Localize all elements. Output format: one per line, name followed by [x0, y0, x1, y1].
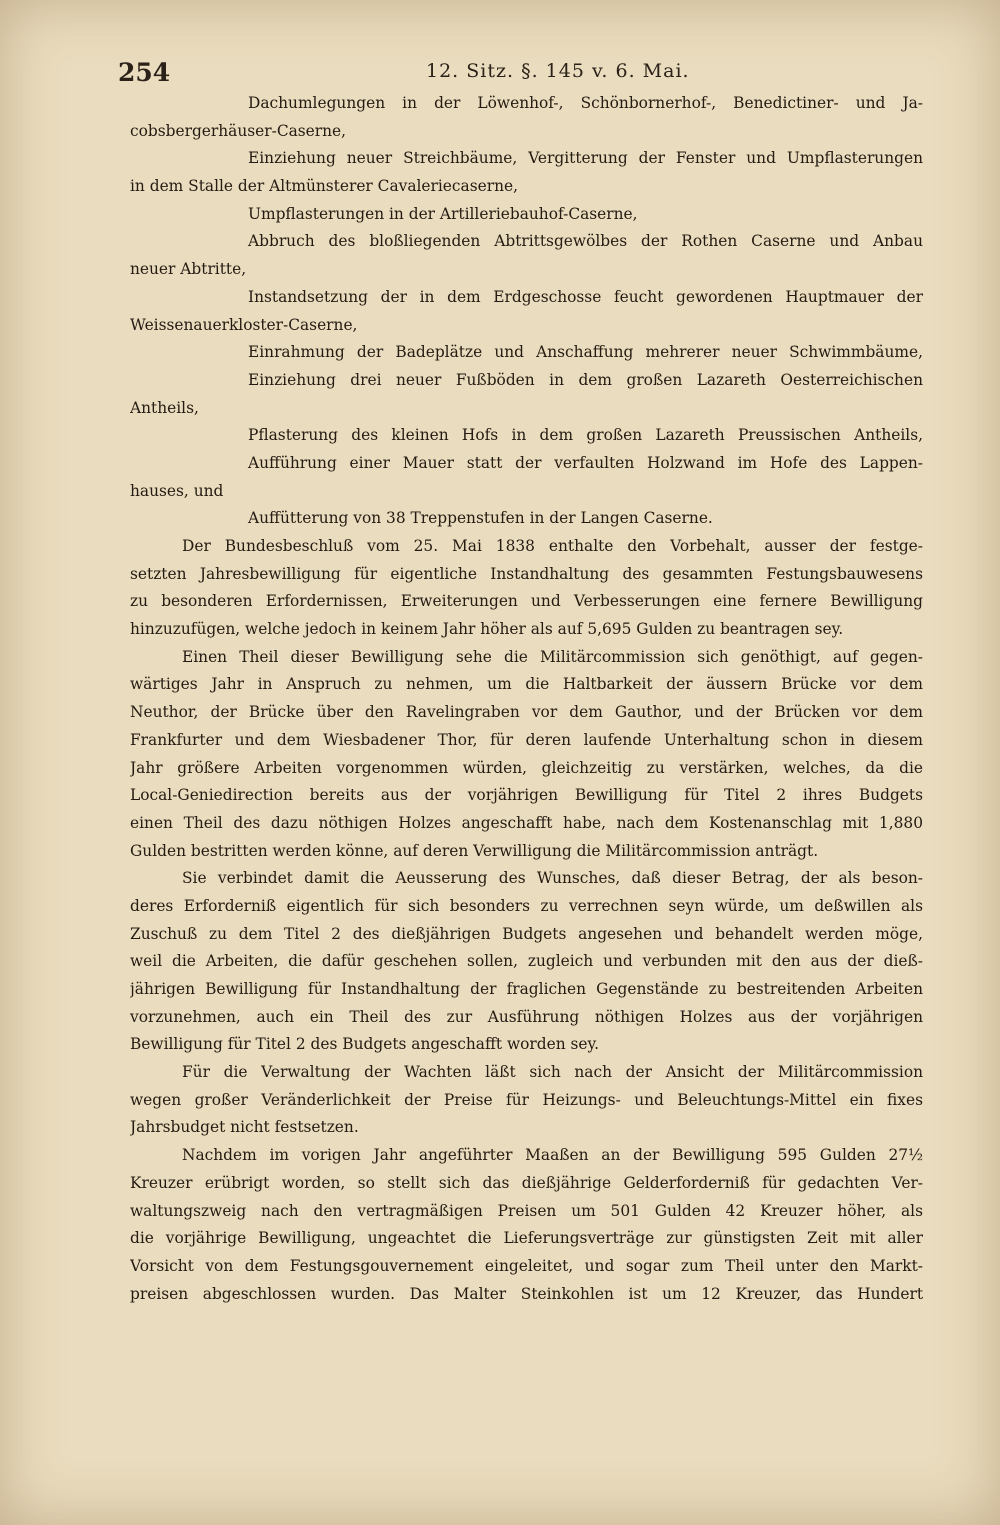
text-line: Gulden bestritten werden könne, auf deren Verwilligung die Militärcommission anträgt.	[130, 841, 819, 860]
text-line: in dem Stalle der Altmünsterer Cavaleriecaserne,	[130, 177, 518, 196]
text-line: vorzunehmen, auch ein Theil des zur Ausführung nöthigen Holzes aus der vorjährigen	[130, 1007, 923, 1026]
text-line: die vorjährige Bewilligung, ungeachtet die Lieferungsverträge zur günstigsten Zeit mit aller	[130, 1229, 923, 1248]
text-line: deres Erforderniß eigentlich für sich besonders zu verrechnen seyn würde, um deßwillen als	[130, 896, 923, 915]
text-line: Einen Theil dieser Bewilligung sehe die Militärcommission sich genöthigt, auf gegen-	[182, 647, 923, 666]
text-line: preisen abgeschlossen wurden. Das Malter Steinkohlen ist um 12 Kreuzer, das Hundert	[130, 1284, 923, 1303]
text-line: Der Bundesbeschluß vom 25. Mai 1838 enthalte den Vorbehalt, ausser der festge-	[182, 537, 923, 555]
text-line: neuer Abtritte,	[130, 260, 247, 279]
text-line: Jahrsbudget nicht festsetzen.	[130, 1118, 359, 1137]
text-line: Frankfurter und dem Wiesbadener Thor, für deren laufende Unterhaltung schon in diesem	[130, 730, 923, 749]
text-line: Auffütterung von 38 Treppenstufen in der Langen Caserne.	[248, 509, 713, 528]
text-line: setzten Jahresbewilligung für eigentliche Instandhaltung des gesammten Festungsbauwesens	[130, 564, 923, 583]
text-line: Weissenauerkloster-Caserne,	[130, 315, 358, 334]
text-line: zu besonderen Erfordernissen, Erweiterungen und Verbesserungen eine fernere Bewilligung	[130, 592, 923, 611]
text-line: jährigen Bewilligung für Instandhaltung der fraglichen Gegenstände zu bestreitenden Arbeiten	[130, 980, 923, 998]
text-line: Dachumlegungen in der Löwenhof-, Schönbornerhof-, Benedictiner- und Ja-	[248, 94, 923, 112]
text-line: einen Theil des dazu nöthigen Holzes angeschafft habe, nach dem Kostenanschlag mit 1,880	[130, 813, 923, 832]
text-line: Einrahmung der Badeplätze und Anschaffung mehrerer neuer Schwimmbäume,	[248, 343, 923, 362]
text-line: Neuthor, der Brücke über den Ravelingraben vor dem Gauthor, und der Brücken vor dem	[130, 703, 923, 722]
text-line: hinzuzufügen, welche jedoch in keinem Jahr höher als auf 5,695 Gulden zu beantragen sey.	[130, 620, 844, 639]
text-line: hauses, und	[130, 481, 224, 500]
text-line: Instandsetzung der in dem Erdgeschosse feucht gewordenen Hauptmauer der	[248, 287, 923, 306]
text-line: Für die Verwaltung der Wachten läßt sich nach der Ansicht der Militärcommission	[182, 1063, 923, 1082]
text-line: Pflasterung des kleinen Hofs in dem großen Lazareth Preussischen Antheils,	[248, 426, 923, 445]
text-line: Aufführung einer Mauer statt der verfaulten Holzwand im Hofe des Lappen-	[248, 453, 923, 472]
running-head: 12. Sitz. §. 145 v. 6. Mai.	[426, 60, 690, 82]
text-line: wärtiges Jahr in Anspruch zu nehmen, um die Haltbarkeit der äussern Brücke vor dem	[130, 675, 923, 694]
text-line: cobsbergerhäuser-Caserne,	[130, 121, 347, 140]
text-line: Antheils,	[130, 398, 199, 417]
text-line: waltungszweig nach den vertragmäßigen Preisen um 501 Gulden 42 Kreuzer höher, als	[130, 1201, 923, 1220]
text-line: wegen großer Veränderlichkeit der Preise für Heizungs- und Beleuchtungs-Mittel ein fixes	[130, 1090, 923, 1109]
text-line: Sie verbindet damit die Aeusserung des Wunsches, daß dieser Betrag, der als beson-	[182, 869, 923, 888]
text-line: Zuschuß zu dem Titel 2 des dießjährigen Budgets angesehen und behandelt werden möge,	[130, 924, 923, 943]
text-line: Local-Geniedirection bereits aus der vorjährigen Bewilligung für Titel 2 ihres Budgets	[130, 786, 923, 805]
text-line: Abbruch des bloßliegenden Abtrittsgewölbes der Rothen Caserne und Anbau	[248, 232, 923, 251]
text-line: Umpflasterungen in der Artilleriebauhof-Caserne,	[248, 204, 638, 223]
text-line: Jahr größere Arbeiten vorgenommen würden, gleichzeitig zu verstärken, welches, da die	[130, 758, 923, 777]
text-line: weil die Arbeiten, die dafür geschehen sollen, zugleich und verbunden mit den aus der dieß-	[130, 952, 923, 971]
text-line: Kreuzer erübrigt worden, so stellt sich das dießjährige Gelderforderniß für gedachten Ver-	[130, 1173, 923, 1192]
text-line: Einziehung neuer Streichbäume, Vergitterung der Fenster und Umpflasterungen	[248, 149, 923, 168]
text-line: Bewilligung für Titel 2 des Budgets angeschafft worden sey.	[130, 1035, 600, 1054]
page-number: 254	[118, 58, 171, 87]
text-line: Nachdem im vorigen Jahr angeführter Maaßen an der Bewilligung 595 Gulden 27½	[182, 1146, 923, 1165]
text-line: Einziehung drei neuer Fußböden in dem großen Lazareth Oesterreichischen	[248, 370, 923, 389]
text-line: Vorsicht von dem Festungsgouvernement eingeleitet, und sogar zum Theil unter den Markt-	[130, 1256, 923, 1275]
page-body	[130, 90, 923, 1308]
